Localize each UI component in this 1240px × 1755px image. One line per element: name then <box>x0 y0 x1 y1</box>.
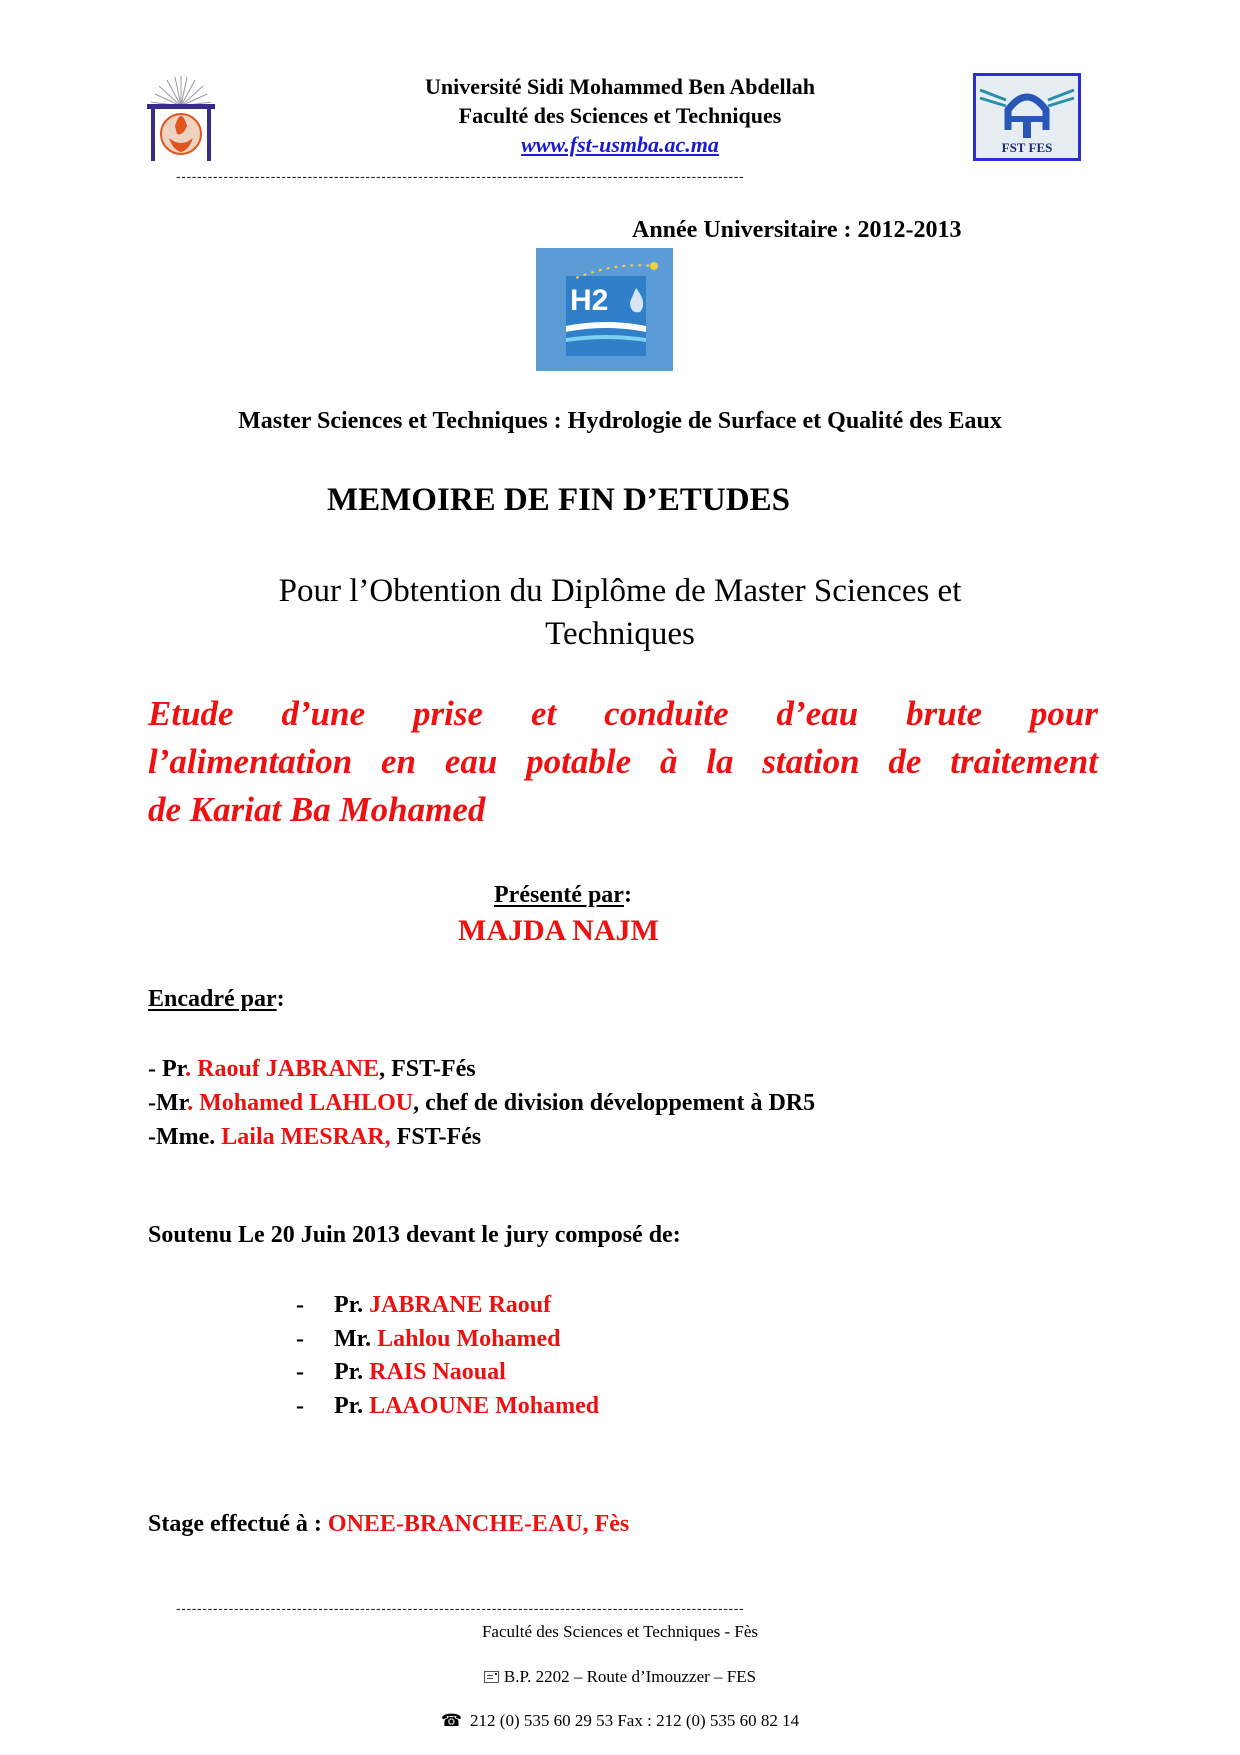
footer-address: B.P. 2202 – Route d’Imouzzer – FES <box>0 1667 1240 1687</box>
thesis-title-line-3: de Kariat Ba Mohamed <box>148 790 486 829</box>
jury-member: - Mr. Lahlou Mohamed <box>296 1325 561 1352</box>
supervisor-name: Mohamed LAHLOU <box>199 1090 414 1116</box>
purpose <box>0 570 1240 656</box>
supervisor-name: Raouf JABRANE <box>197 1056 380 1082</box>
jury-member-name: LAAOUNE Mohamed <box>369 1392 600 1419</box>
svg-text:H2: H2 <box>570 284 609 317</box>
phone-icon: ☎ <box>440 1711 463 1730</box>
academic-year: Année Universitaire : 2012-2013 <box>632 217 962 243</box>
thesis-title-line-2: l’alimentation en eau potable à la station de traitement <box>148 742 1098 781</box>
internship-place: ONEE-BRANCHE-EAU, Fès <box>327 1511 630 1537</box>
jury-member-name: JABRANE Raouf <box>369 1292 552 1318</box>
header-text-block <box>340 72 900 159</box>
h2o-logo <box>536 248 673 371</box>
supervised-by: Encadré par: <box>148 986 285 1012</box>
supervisor-item: -Mme. Laila MESRAR, FST-Fés <box>148 1124 482 1150</box>
header-divider: ------------------------------------------------------------------------------------------------------------ <box>176 168 745 184</box>
supervisor-item: -Mr. Mohamed LAHLOU, chef de division développement à DR5 <box>148 1090 816 1116</box>
internship <box>148 1511 629 1538</box>
defense-statement: Soutenu Le 20 Juin 2013 devant le jury composé de: <box>148 1222 681 1248</box>
fst-fes-logo-text: FST FES <box>1001 140 1053 155</box>
website-link[interactable]: www.fst-usmba.ac.ma <box>521 132 719 157</box>
internship-label: Stage effectué à : <box>148 1511 328 1537</box>
mail-icon <box>484 1671 499 1683</box>
university-name: Université Sidi Mohammed Ben Abdellah <box>425 74 815 99</box>
jury-member: - Pr. RAIS Naoual <box>296 1359 506 1385</box>
thesis-title <box>148 690 1098 834</box>
jury-member-name: RAIS Naoual <box>369 1359 506 1385</box>
footer-divider: ------------------------------------------------------------------------------------------------------------ <box>176 1600 745 1616</box>
faculty-name: Faculté des Sciences et Techniques <box>458 103 782 128</box>
footer-faculty: Faculté des Sciences et Techniques - Fès <box>481 1622 759 1641</box>
fst-fes-logo <box>973 73 1081 161</box>
usmba-crest-logo <box>145 76 217 164</box>
footer-phone: ☎ 212 (0) 535 60 29 53 Fax : 212 (0) 535 60 82 14 <box>440 1711 800 1730</box>
jury-member: - Pr. LAAOUNE Mohamed <box>296 1392 600 1419</box>
author-name: MAJDA NAJM <box>458 914 659 947</box>
document-type: MEMOIRE DE FIN D’ETUDES <box>327 482 790 518</box>
purpose-line-2: Techniques <box>545 616 695 652</box>
jury-member-name: Lahlou Mohamed <box>377 1325 561 1352</box>
supervisor-name: Laila MESRAR, <box>221 1124 391 1150</box>
supervisor-item: - Pr. Raouf JABRANE, FST-Fés <box>148 1056 476 1082</box>
jury-member: - Pr. JABRANE Raouf <box>296 1292 552 1318</box>
jury-list <box>296 1289 599 1423</box>
presented-by: Présenté par: <box>494 882 632 908</box>
supervised-by-label: Encadré par <box>148 986 277 1012</box>
program-name: Master Sciences et Techniques : Hydrologie de Surface et Qualité des Eaux <box>238 408 1002 434</box>
supervisors-list <box>148 1052 815 1154</box>
purpose-line-1: Pour l’Obtention du Diplôme de Master Sciences et <box>278 573 962 609</box>
thesis-title-line-1: Etude d’une prise et conduite d’eau brute pour <box>148 694 1098 733</box>
presented-by-label: Présenté par <box>494 882 624 908</box>
